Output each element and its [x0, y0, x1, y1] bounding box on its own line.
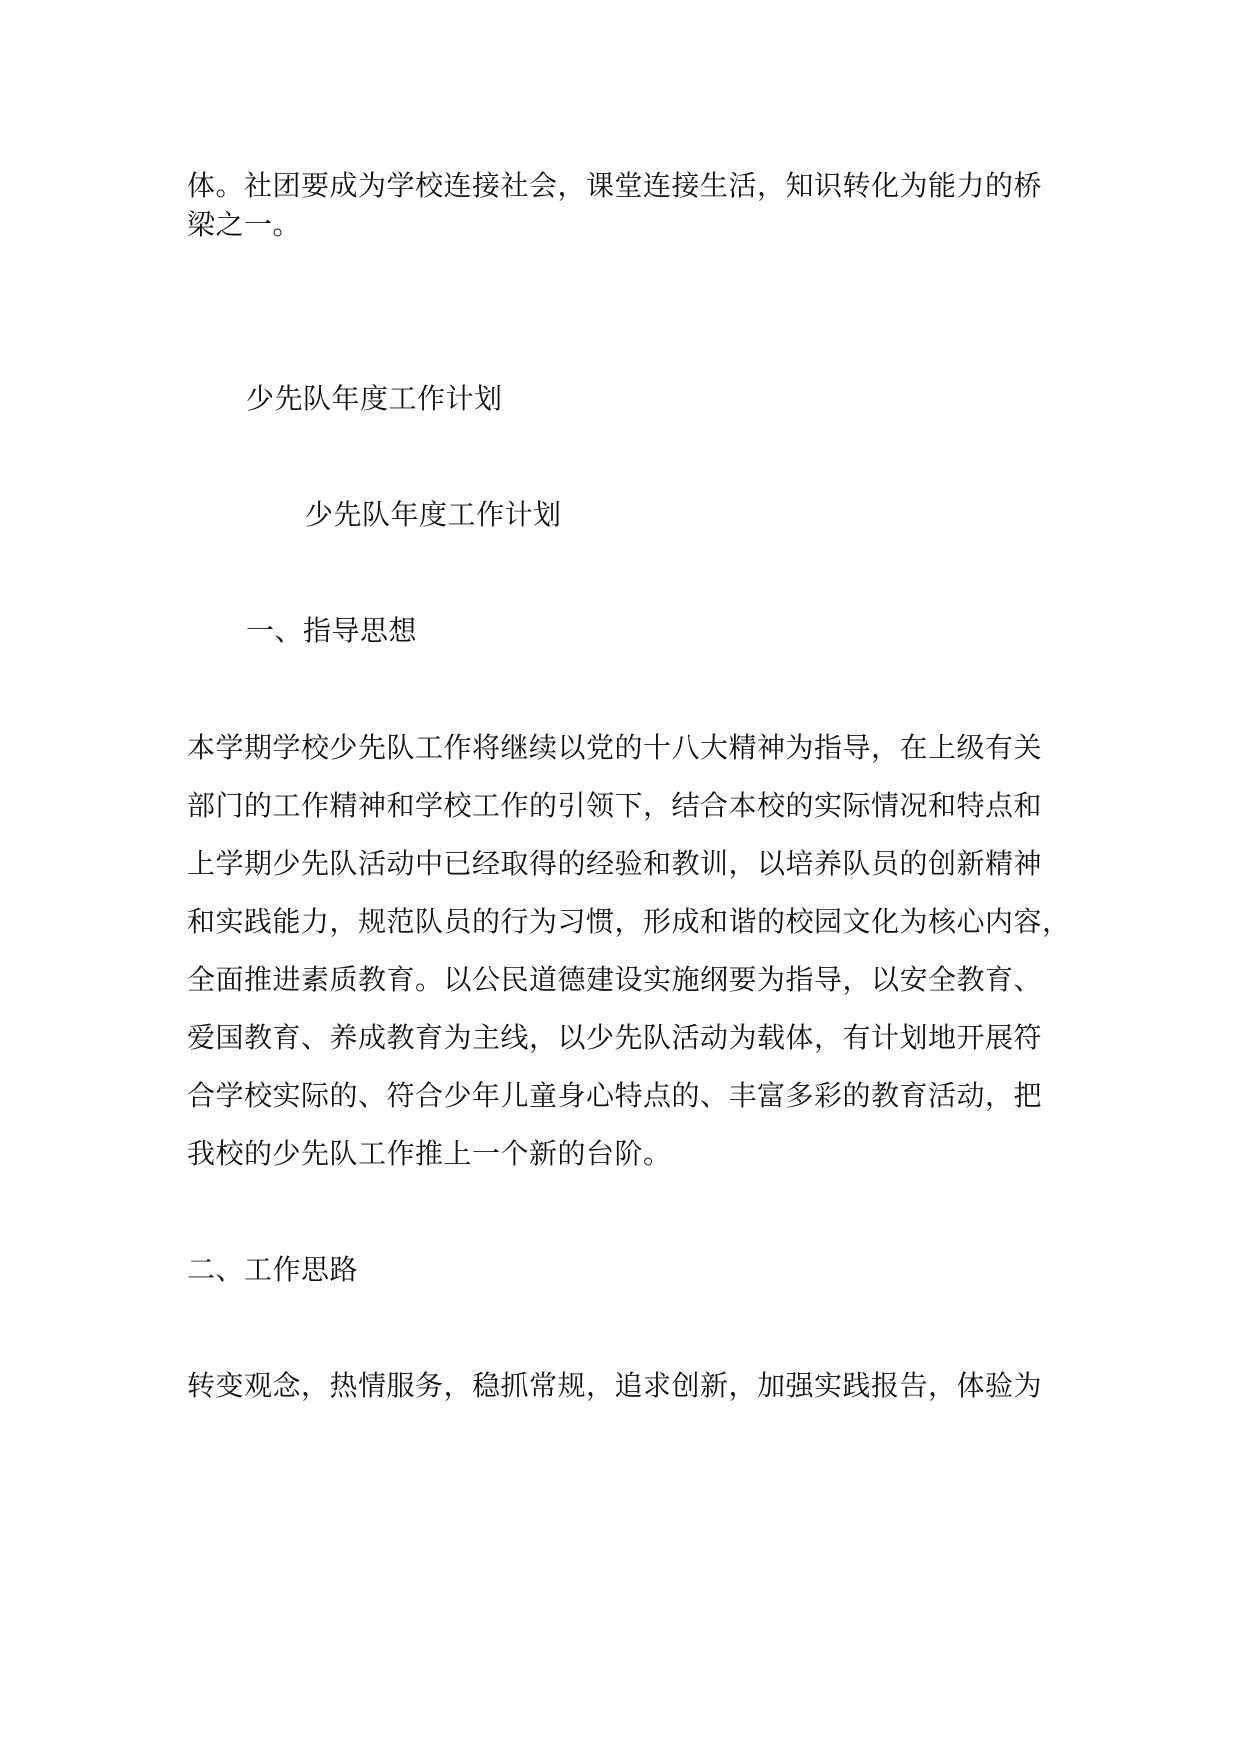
paragraph-line: 转变观念，热情服务，稳抓常规，追求创新，加强实践报告，体验为 [187, 1369, 1043, 1402]
paragraph-line: 梁之一。 [187, 208, 302, 241]
section-heading: 一、指导思想 [246, 614, 418, 647]
paragraph-line: 和实践能力，规范队员的行为习惯，形成和谐的校园文化为核心内容， [187, 905, 1071, 938]
paragraph-line: 我校的少先队工作推上一个新的台阶。 [187, 1137, 672, 1170]
paragraph-line: 本学期学校少先队工作将继续以党的十八大精神为指导，在上级有关 [187, 731, 1043, 764]
document-title: 少先队年度工作计划 [246, 382, 503, 415]
document-subtitle: 少先队年度工作计划 [305, 498, 562, 531]
section-heading: 二、工作思路 [187, 1253, 359, 1286]
paragraph-line: 合学校实际的、符合少年儿童身心特点的、丰富多彩的教育活动，把 [187, 1079, 1043, 1112]
paragraph-line: 部门的工作精神和学校工作的引领下，结合本校的实际情况和特点和 [187, 789, 1043, 822]
paragraph-line: 上学期少先队活动中已经取得的经验和教训，以培养队员的创新精神 [187, 847, 1043, 880]
paragraph-line: 体。社团要成为学校连接社会，课堂连接生活，知识转化为能力的桥 [187, 169, 1043, 202]
paragraph-line: 爱国教育、养成教育为主线，以少先队活动为载体，有计划地开展符 [187, 1021, 1043, 1054]
paragraph-line: 全面推进素质教育。以公民道德建设实施纲要为指导，以安全教育、 [187, 963, 1043, 996]
